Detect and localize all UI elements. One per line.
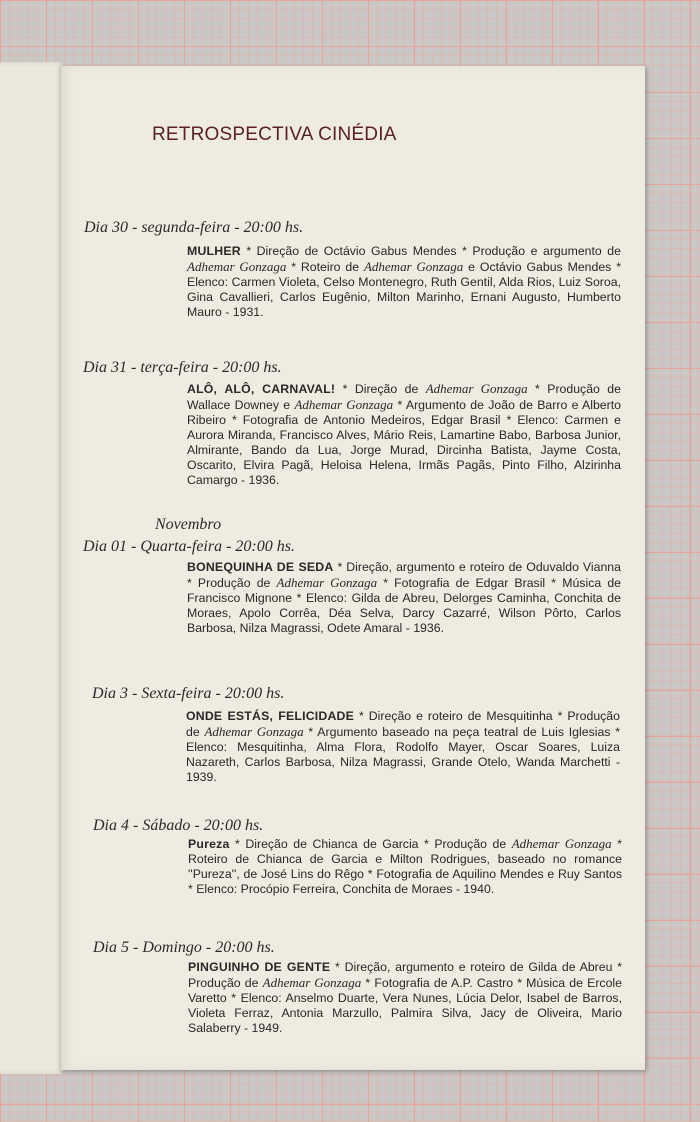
page-title: RETROSPECTIVA CINÉDIA bbox=[152, 124, 397, 145]
month-heading: Novembro bbox=[155, 516, 222, 533]
session-day: Dia 31 - terça-feira - 20:00 hs. bbox=[83, 359, 282, 376]
session-day: Dia 4 - Sábado - 20:00 hs. bbox=[93, 817, 264, 834]
session-day: Dia 3 - Sexta-feira - 20:00 hs. bbox=[92, 685, 285, 702]
session-day: Dia 01 - Quarta-feira - 20:00 hs. bbox=[83, 538, 295, 555]
film-title: ONDE ESTÁS, FELICIDADE bbox=[186, 709, 355, 723]
session-entry: ALÔ, ALÔ, CARNAVAL! * Direção de Adhemar Gonzaga * Produção de Wallace Downey e Adhemar Gonzaga * Argumento de João de Barro e Alberto Ribeiro * Fotografia de Antonio Medeiros, Edgar Brasil * Elenco: Carmen e Aurora Miranda, Francisco Alves, Mário Reis, Lamartine Babo, Barbosa Junior, Almirante, Bando da Lua, Jorge Murad, Dircinha Batista, Jayme Costa, Oscarito, Elvira Pagã, Heloisa Helena, Irmãs Pagãs, Pinto Filho, Alzirinha Camargo - 1936. bbox=[187, 381, 621, 487]
session-day: Dia 5 - Domingo - 20:00 hs. bbox=[93, 939, 275, 956]
session-day: Dia 30 - segunda-feira - 20:00 hs. bbox=[84, 219, 304, 236]
film-title: Pureza bbox=[188, 837, 230, 851]
film-title: BONEQUINHA DE SEDA bbox=[187, 560, 334, 574]
session-entry: PINGUINHO DE GENTE * Direção, argumento e roteiro de Gilda de Abreu * Produção de Adhemar Gonzaga * Fotografia de A.P. Castro * Música de Ercole Varetto * Elenco: Anselmo Duarte, Vera Nunes, Lúcia Delor, Isabel de Barros, Violeta Ferraz, Antonia Marzullo, Palmira Silva, Jacy de Oliveira, Mario Salaberry - 1949. bbox=[188, 960, 622, 1035]
film-title: ALÔ, ALÔ, CARNAVAL! bbox=[187, 382, 336, 396]
session-entry: MULHER * Direção de Octávio Gabus Mendes * Produção e argumento de Adhemar Gonzaga * Roteiro de Adhemar Gonzaga e Octávio Gabus Mendes * Elenco: Carmen Violeta, Celso Montenegro, Ruth Gentil, Alda Rios, Luiz Soroa, Gina Cavallieri, Carlos Eugênio, Milton Marinho, Ernani Augusto, Humberto Mauro - 1931. bbox=[187, 244, 621, 319]
previous-page-edge bbox=[0, 62, 62, 1074]
session-entry: Pureza * Direção de Chianca de Garcia * Produção de Adhemar Gonzaga * Roteiro de Chianca de Garcia e Milton Rodrigues, baseado no romance ''Pureza'', de José Lins do Rêgo * Fotografia de Aquilino Mendes e Ruy Santos * Elenco: Procópio Ferreira, Conchita de Moraes - 1940. bbox=[188, 836, 622, 896]
session-entry: ONDE ESTÁS, FELICIDADE * Direção e roteiro de Mesquitinha * Produção de Adhemar Gonzaga * Argumento baseado na peça teatral de Luis Iglesias * Elenco: Mesquitinha, Alma Flora, Rodolfo Mayer, Oscar Soares, Luiza Nazareth, Carlos Barbosa, Nilza Magrassi, Grande Otelo, Wanda Marchetti - 1939. bbox=[186, 709, 621, 784]
session-entry: BONEQUINHA DE SEDA * Direção, argumento e roteiro de Oduvaldo Vianna * Produção de Adhemar Gonzaga * Fotografia de Edgar Brasil * Música de Francisco Mignone * Elenco: Gilda de Abreu, Delorges Caminha, Conchita de Moraes, Apolo Corrêa, Déa Selva, Darcy Cazarré, Wilson Pôrto, Carlos Barbosa, Nilza Magrassi, Odete Amaral - 1936. bbox=[187, 560, 621, 635]
film-title: PINGUINHO DE GENTE bbox=[188, 960, 331, 974]
film-title: MULHER bbox=[187, 244, 241, 258]
